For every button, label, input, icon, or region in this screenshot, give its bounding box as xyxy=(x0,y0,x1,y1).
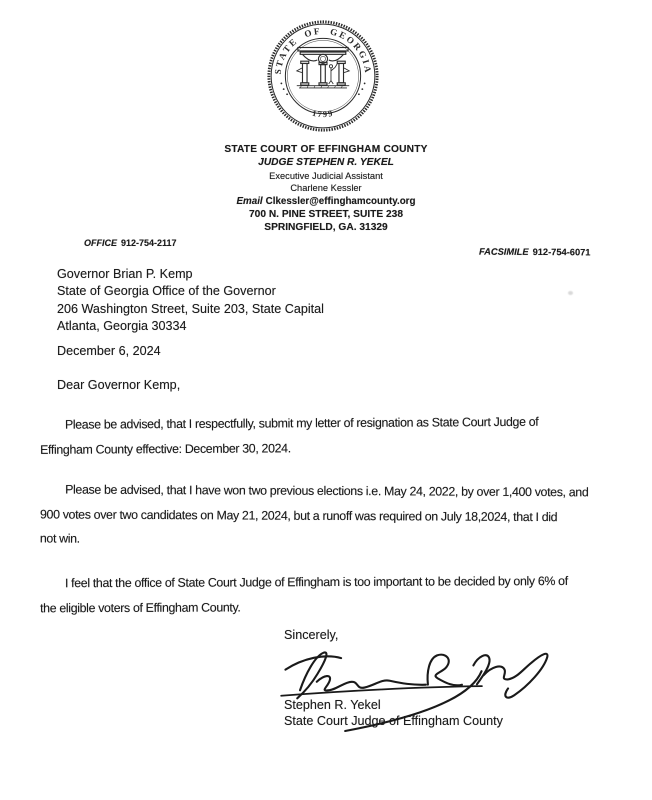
body-line: Please be advised, that I have won two previous elections i.e. May 24, 2022, by over 1,400 votes, and xyxy=(65,482,589,500)
body-paragraph-2 xyxy=(40,477,640,554)
body-line: the eligible voters of Effingham County. xyxy=(40,599,241,615)
recipient-line: 206 Washington Street, Suite 203, State Capital xyxy=(57,301,324,316)
office-label: OFFICE xyxy=(84,238,117,248)
signer-name: Stephen R. Yekel xyxy=(284,698,381,712)
georgia-state-seal xyxy=(266,19,380,133)
valediction: Sincerely, xyxy=(284,628,339,642)
recipient-address xyxy=(57,266,324,335)
body-line: I feel that the office of State Court Judge of Effingham is too important to be decided by only 6% of xyxy=(64,574,568,591)
body-paragraph-3 xyxy=(40,569,640,621)
body-line: 900 votes over two candidates on May 21, 2024, but a runoff was required on July 18,2024, that I did xyxy=(39,506,558,524)
office-phone xyxy=(84,238,177,248)
body-paragraph-1 xyxy=(40,409,640,462)
body-line: Effingham County effective: December 30, 2024. xyxy=(40,440,291,457)
signer-title: State Court Judge of Effingham County xyxy=(284,714,503,728)
letterhead-email xyxy=(0,196,652,207)
seal-separator-dots xyxy=(280,82,365,95)
facsimile-label: FACSIMILE xyxy=(478,246,529,257)
salutation: Dear Governor Kemp, xyxy=(57,378,181,392)
letterhead-assistant-title: Executive Judicial Assistant xyxy=(269,170,383,181)
recipient-line: Atlanta, Georgia 30334 xyxy=(57,318,187,333)
facsimile-number: 912-754-6071 xyxy=(532,246,591,258)
body-line: not win. xyxy=(39,531,80,546)
body-line: Please be advised, that I respectfully, submit my letter of resignation as State Court Judge of xyxy=(64,414,539,432)
office-number: 912-754-2117 xyxy=(121,238,177,248)
email-address: Clkessler@effinghamcounty.org xyxy=(265,195,416,207)
seal-top-text: STATE OF GEORGIA xyxy=(272,25,374,75)
seal-arch-pillars xyxy=(297,48,349,88)
letterhead-judge-name: JUDGE STEPHEN R. YEKEL xyxy=(258,157,394,168)
seal-graphic xyxy=(266,19,380,133)
email-label: Email xyxy=(236,195,263,207)
facsimile-phone xyxy=(478,247,590,258)
letter-date: December 6, 2024 xyxy=(57,344,161,358)
recipient-line: State of Georgia Office of the Governor xyxy=(57,284,276,299)
letterhead-court-name: STATE COURT OF EFFINGHAM COUNTY xyxy=(224,144,428,155)
recipient-line: Governor Brian P. Kemp xyxy=(57,267,193,281)
letterhead-assistant-name: Charlene Kessler xyxy=(290,183,362,193)
letterhead xyxy=(0,144,652,233)
letterhead-city: SPRINGFIELD, GA. 31329 xyxy=(264,221,388,233)
letterhead-street: 700 N. PINE STREET, SUITE 238 xyxy=(249,208,403,220)
scan-artifact-dot xyxy=(568,291,573,295)
seal-year-text: 1799 xyxy=(311,107,335,120)
